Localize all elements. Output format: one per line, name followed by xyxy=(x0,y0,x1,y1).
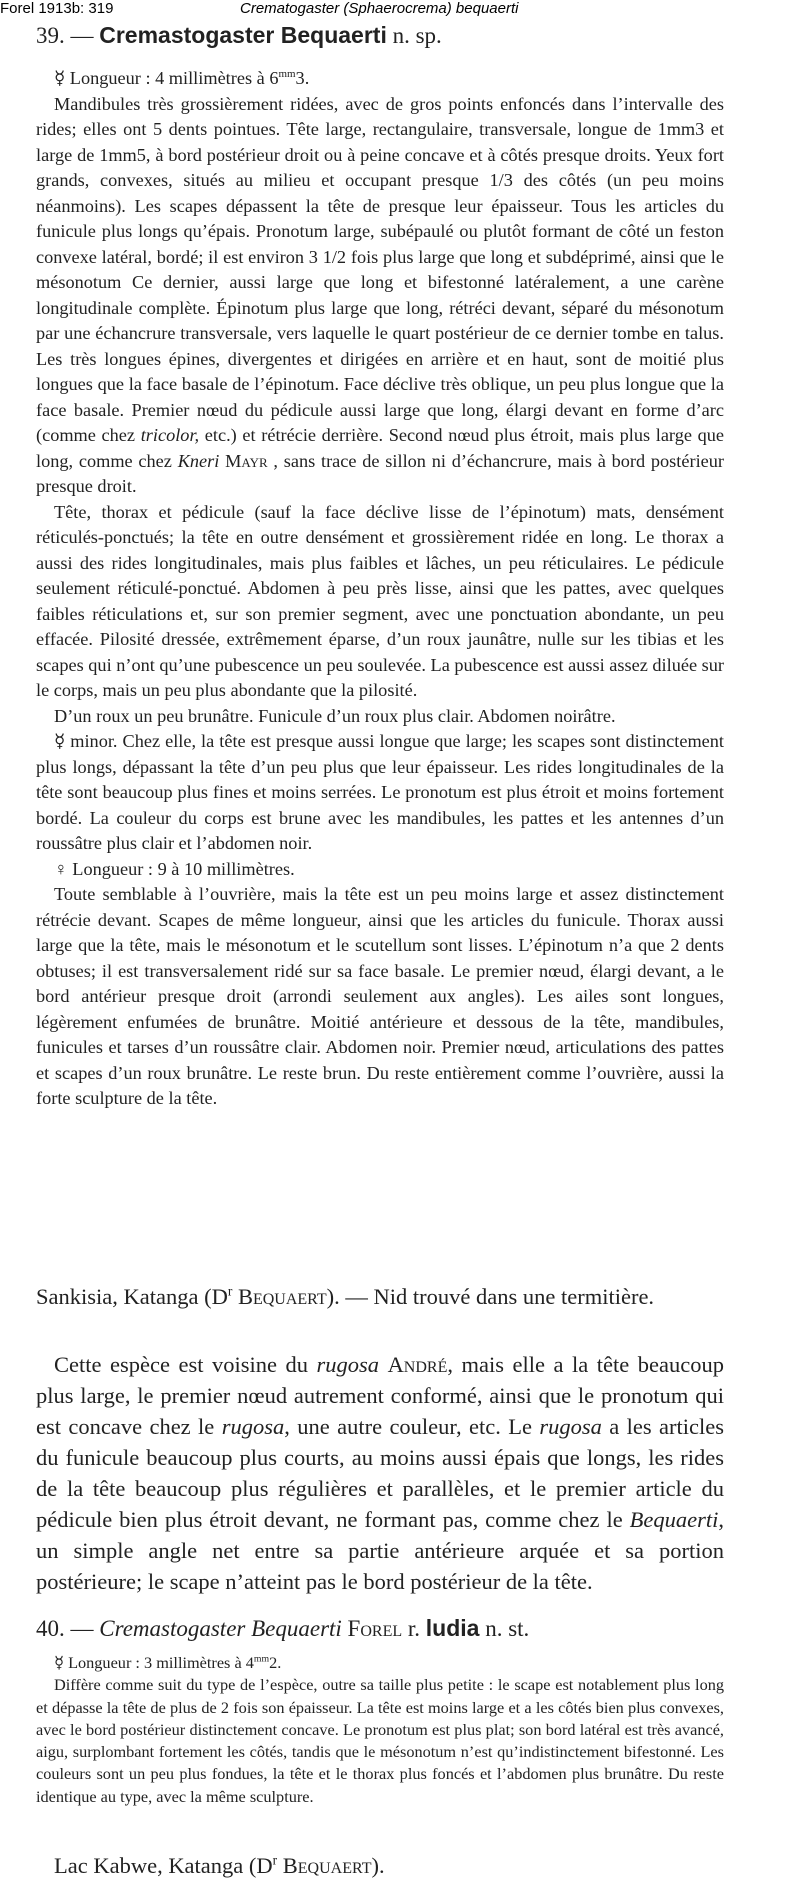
locality-39-lead: Sankisia, Katanga (D xyxy=(36,1284,228,1309)
comparison-t4: a les articles du funicule beaucoup plus courts, au moins aussi épais que longs, les rides de la tête beaucoup plus régulières et parallèles, et le premier article du pédicule bien plus étroit devant, ne formant pas, comme chez le xyxy=(36,1414,724,1532)
locality-40-sup: r xyxy=(272,1852,278,1868)
locality-40-tail: ). xyxy=(371,1853,385,1878)
comparison-rugosa-3: rugosa xyxy=(539,1414,602,1439)
worker-p1-mayr: Mayr xyxy=(225,450,268,471)
species-40-race: ludia xyxy=(425,1615,480,1641)
comparison-t5: , un simple angle net entre sa partie antérieure arquée et sa portion postérieure; le scape n’atteint pas le bord postérieur de la tête. xyxy=(36,1507,724,1594)
locality-39-sup: r xyxy=(227,1283,233,1299)
locality-39-line xyxy=(36,1281,724,1312)
species-40-description xyxy=(36,1652,724,1808)
worker40-size-tail: 2. xyxy=(269,1653,282,1672)
comparison-t2: , mais elle a la tête beaucoup plus large, le premier nœud autrement conformé, ainsi que le pronotum qui est concave chez le xyxy=(36,1352,724,1439)
header-source: Forel 1913b: 319 xyxy=(0,0,114,17)
locality-39-collector: Bequaert xyxy=(237,1284,327,1309)
worker-paragraph-3: D’un roux un peu brunâtre. Funicule d’un roux plus clair. Abdomen noirâtre. xyxy=(54,705,616,726)
minor-paragraph xyxy=(36,729,724,857)
worker-p1-tricolor: tricolor, xyxy=(140,425,200,445)
comparison-bequaerti: Bequaerti xyxy=(629,1507,719,1532)
comparison-rugosa-1: rugosa xyxy=(316,1352,380,1377)
worker40-size-line xyxy=(36,1652,724,1674)
comparison-t3: , une autre couleur, etc. Le xyxy=(284,1414,540,1439)
worker-p1-text: Mandibules très grossièrement ridées, avec de gros points enfoncés dans l’intervalle des rides; elles ont 5 dents pointues. Tête large, rectangulaire, transversale, longue de 1mm3 et large de 1mm5, à bord postérieur droit ou à peine concave et à côtés presque droits. Yeux fort grands, convexes, situés au milieu et occupant presque 1/3 des côtés (un peu moins néanmoins). Les scapes dépassent la tête de presque leur épaisseur. Tous les articles du funicule plus longs qu’épais. Pronotum large, subépaulé ou plutôt formant de côté un feston convexe latéral, bordé; il est environ 3 1/2 fois plus large que long et subdéprimé, ainsi que le mésonotum Ce dernier, aussi large que long et bifestonné latéralement, a une carène longitudinale complète. Épinotum plus large que long, rétréci devant, séparé du mésonotum par une échancrure transversale, vers laquelle le quart postérieur de ce dernier tombe en talus. Les très longues épines, divergentes et dirigées en arrière et en haut, sont de moitié plus longues que la face basale de l’épinotum. Face déclive très oblique, un peu plus longue que la face basale. Premier nœud du pédicule aussi large que long, élargi devant en forme d’arc (comme chez xyxy=(36,93,724,445)
species-40-rank: r. xyxy=(402,1616,426,1641)
worker40-symbol: ☿ xyxy=(54,1653,64,1672)
worker-symbol: ☿ xyxy=(54,68,66,88)
species-39-heading xyxy=(36,20,724,51)
species-39-number: 39. — xyxy=(36,23,94,48)
worker40-paragraph: Diffère comme suit du type de l’espèce, outre sa taille plus petite : le scape est notablement plus long et dépasse la tête de plus de 2 fois son épaisseur. La tête est moins large et a les côtés bien plus convexes, avec le bord postérieur distinctement concave. Le pronotum est plus plat; son bord latéral est très avancé, aigu, surplombant fortement les côtés, tandis que le mésonotum n’est qu’indistinctement bifestonné. Les couleurs sont un peu plus fondues, la tête et le thorax plus foncés et l’abdomen plus brunâtre. Du reste identique au type, avec la même sculpture. xyxy=(36,1675,724,1806)
minor-text: minor. Chez elle, la tête est presque aussi longue que large; les scapes sont distinctement plus longs, dépassant la tête d’un peu plus que leur épaisseur. Les rides longitudinales de la tête sont beaucoup plus fines et moins serrées. Le pronotum est plus étroit et moins fortement bordé. La couleur du corps est brune avec les mandibules, les pattes et les antennes d’un roussâtre plus clair et l’abdomen noir. xyxy=(36,731,724,853)
female-size-line xyxy=(36,857,724,883)
female-paragraph: Toute semblable à l’ouvrière, mais la tête est un peu moins large et assez distinctement rétrécie devant. Scapes de même longueur, ainsi que les articles du funicule. Thorax aussi large que la tête, mais le mésonotum et le scutellum sont lisses. L’épinotum n’a que 2 dents obtuses; il est transversalement ridé sur sa face basale. Le premier nœud, élargi devant, a le bord antérieur presque droit (arrondi seulement aux angles). Les ailes sont longues, légèrement enfumées de brunâtre. Moitié antérieure et dessous de la tête, mandibules, funicules et tarses d’un roussâtre clair. Abdomen noir. Premier nœud, articulations des pattes et scapes d’un roux brunâtre. Le reste brun. Du reste entièrement comme l’ouvrière, aussi la forte sculpture de la tête. xyxy=(36,884,724,1108)
comparison-paragraph xyxy=(36,1349,724,1597)
species-40-locality xyxy=(36,1850,724,1881)
worker-size-lead: Longueur : 4 millimètres à 6 xyxy=(65,68,279,88)
locality-39-tail: ). — Nid trouvé dans une termitière. xyxy=(326,1284,655,1309)
worker40-size-lead: Longueur : 3 millimètres à 4 xyxy=(64,1653,254,1672)
species-40-heading xyxy=(36,1613,724,1644)
species-40-author: Forel xyxy=(347,1616,403,1641)
comparison-andre: André xyxy=(387,1352,448,1377)
species-39-status: n. sp. xyxy=(392,23,442,48)
worker-size-tail: 3. xyxy=(295,68,310,88)
header-taxon: Crematogaster (Sphaerocrema) bequaerti xyxy=(240,0,519,17)
locality-40-lead: Lac Kabwe, Katanga (D xyxy=(54,1853,273,1878)
worker-p1-end: , sans trace de sillon ni d’échancrure, mais à bord postérieur presque droit. xyxy=(36,450,725,496)
minor-symbol: ☿ xyxy=(54,731,66,751)
locality-40-line xyxy=(36,1850,724,1881)
species-40-name: Cremastogaster Bequaerti xyxy=(99,1616,342,1641)
species-39-locality xyxy=(36,1281,724,1312)
comparison-rugosa-2: rugosa xyxy=(221,1414,285,1439)
worker-paragraph-2: Tête, thorax et pédicule (sauf la face déclive lisse de l’épinotum) mats, densément réticulés-ponctués; la tête en outre densément et grossièrement ridée en long. Le thorax a aussi des rides longitudinales, mais plus faibles et lâches, un peu réticulaires. Le pédicule seulement réticulé-ponctué. Abdomen à peu près lisse, ainsi que les pattes, avec quelques faibles réticulations et, sur son premier segment, avec une ponctuation abondante, un peu effacée. Pilosité dressée, extrêmement éparse, d’un roux jaunâtre, nulle sur les tibias et les scapes qui n’ont qu’une pubescence un peu soulevée. La pubescence est aussi assez diluée sur le corps, mais un peu plus abondante que la pilosité. xyxy=(36,501,724,700)
worker-size-line xyxy=(36,66,724,92)
locality-40-collector: Bequaert xyxy=(282,1853,372,1878)
worker-p1-kneri: Kneri xyxy=(177,450,220,471)
species-39-description xyxy=(36,66,724,1112)
species-40-number: 40. — xyxy=(36,1616,100,1641)
worker40-size-unit: mm xyxy=(253,1653,270,1665)
female-symbol: ♀ xyxy=(54,858,68,879)
comparison-text xyxy=(36,1349,724,1597)
female-size: Longueur : 9 à 10 millimètres. xyxy=(67,858,295,879)
species-39-name: Cremastogaster Bequaerti xyxy=(99,22,387,48)
worker-p1-mid: etc.) et rétrécie derrière. Second nœud plus étroit, mais plus large que long, comme chez xyxy=(36,425,724,471)
comparison-t1: Cette espèce est voisine du xyxy=(54,1352,317,1377)
worker-size-unit: mm xyxy=(278,67,296,80)
worker-paragraph-1 xyxy=(36,92,724,500)
species-40-status: n. st. xyxy=(479,1616,530,1641)
